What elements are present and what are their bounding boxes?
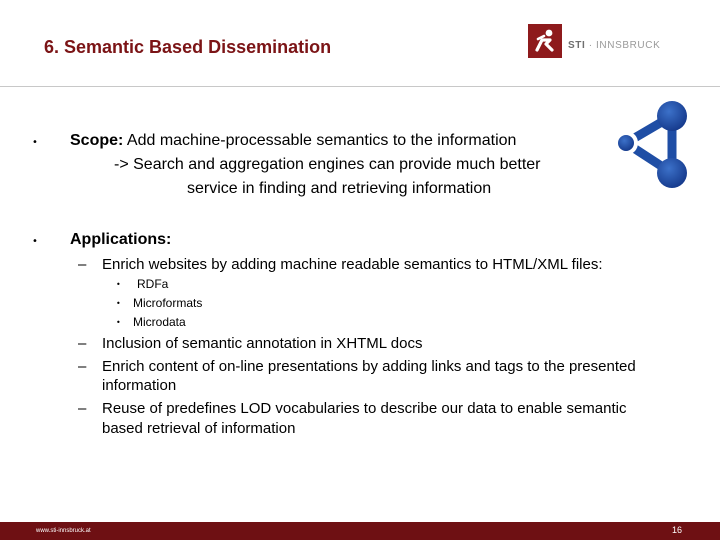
footer-bar [0,522,720,540]
applications-label: Applications: [70,231,172,248]
scope-line-3: service in finding and retrieving information [187,180,492,197]
application-item-continued: information [102,377,177,394]
sub-bullet-marker: • [116,299,121,308]
logo-separator: · [585,40,597,51]
dash-marker: – [78,335,87,352]
header-divider [0,86,720,87]
application-item: Inclusion of semantic annotation in XHTML docs [102,335,423,352]
application-item: Enrich content of on-line presentations by adding links and tags to the presented [102,358,636,375]
dash-marker: – [78,400,87,417]
bullet-marker: • [32,137,38,148]
scope-line-2: -> Search and aggregation engines can provide much better [114,156,541,173]
application-item: Reuse of predefines LOD vocabularies to describe our data to enable semantic [102,400,627,417]
scope-text: Add machine-processable semantics to the information [123,132,517,149]
application-item: Enrich websites by adding machine readable semantics to HTML/XML files: [102,256,603,273]
scope-line [70,132,516,150]
scope-label: Scope: [70,132,124,149]
footer-url: www.sti-innsbruck.at [36,528,91,534]
slide-title: 6. Semantic Based Dissemination [44,37,332,57]
subitem-microdata: Microdata [133,315,186,329]
sub-bullet-marker: • [116,280,121,289]
sub-bullet-marker: • [116,318,121,327]
logo-brand: STI [568,40,586,51]
logo-text [568,40,660,51]
dash-marker: – [78,358,87,375]
bullet-marker: • [32,236,38,247]
logo-place: INNSBRUCK [596,40,661,51]
page-number: 16 [671,525,682,535]
application-item-continued: based retrieval of information [102,420,296,437]
subitem-rdfa: RDFa [137,277,169,291]
sti-logo-icon [528,24,562,58]
dash-marker: – [78,256,87,273]
linked-data-graph-icon [604,98,690,192]
subitem-microformats: Microformats [133,296,203,310]
